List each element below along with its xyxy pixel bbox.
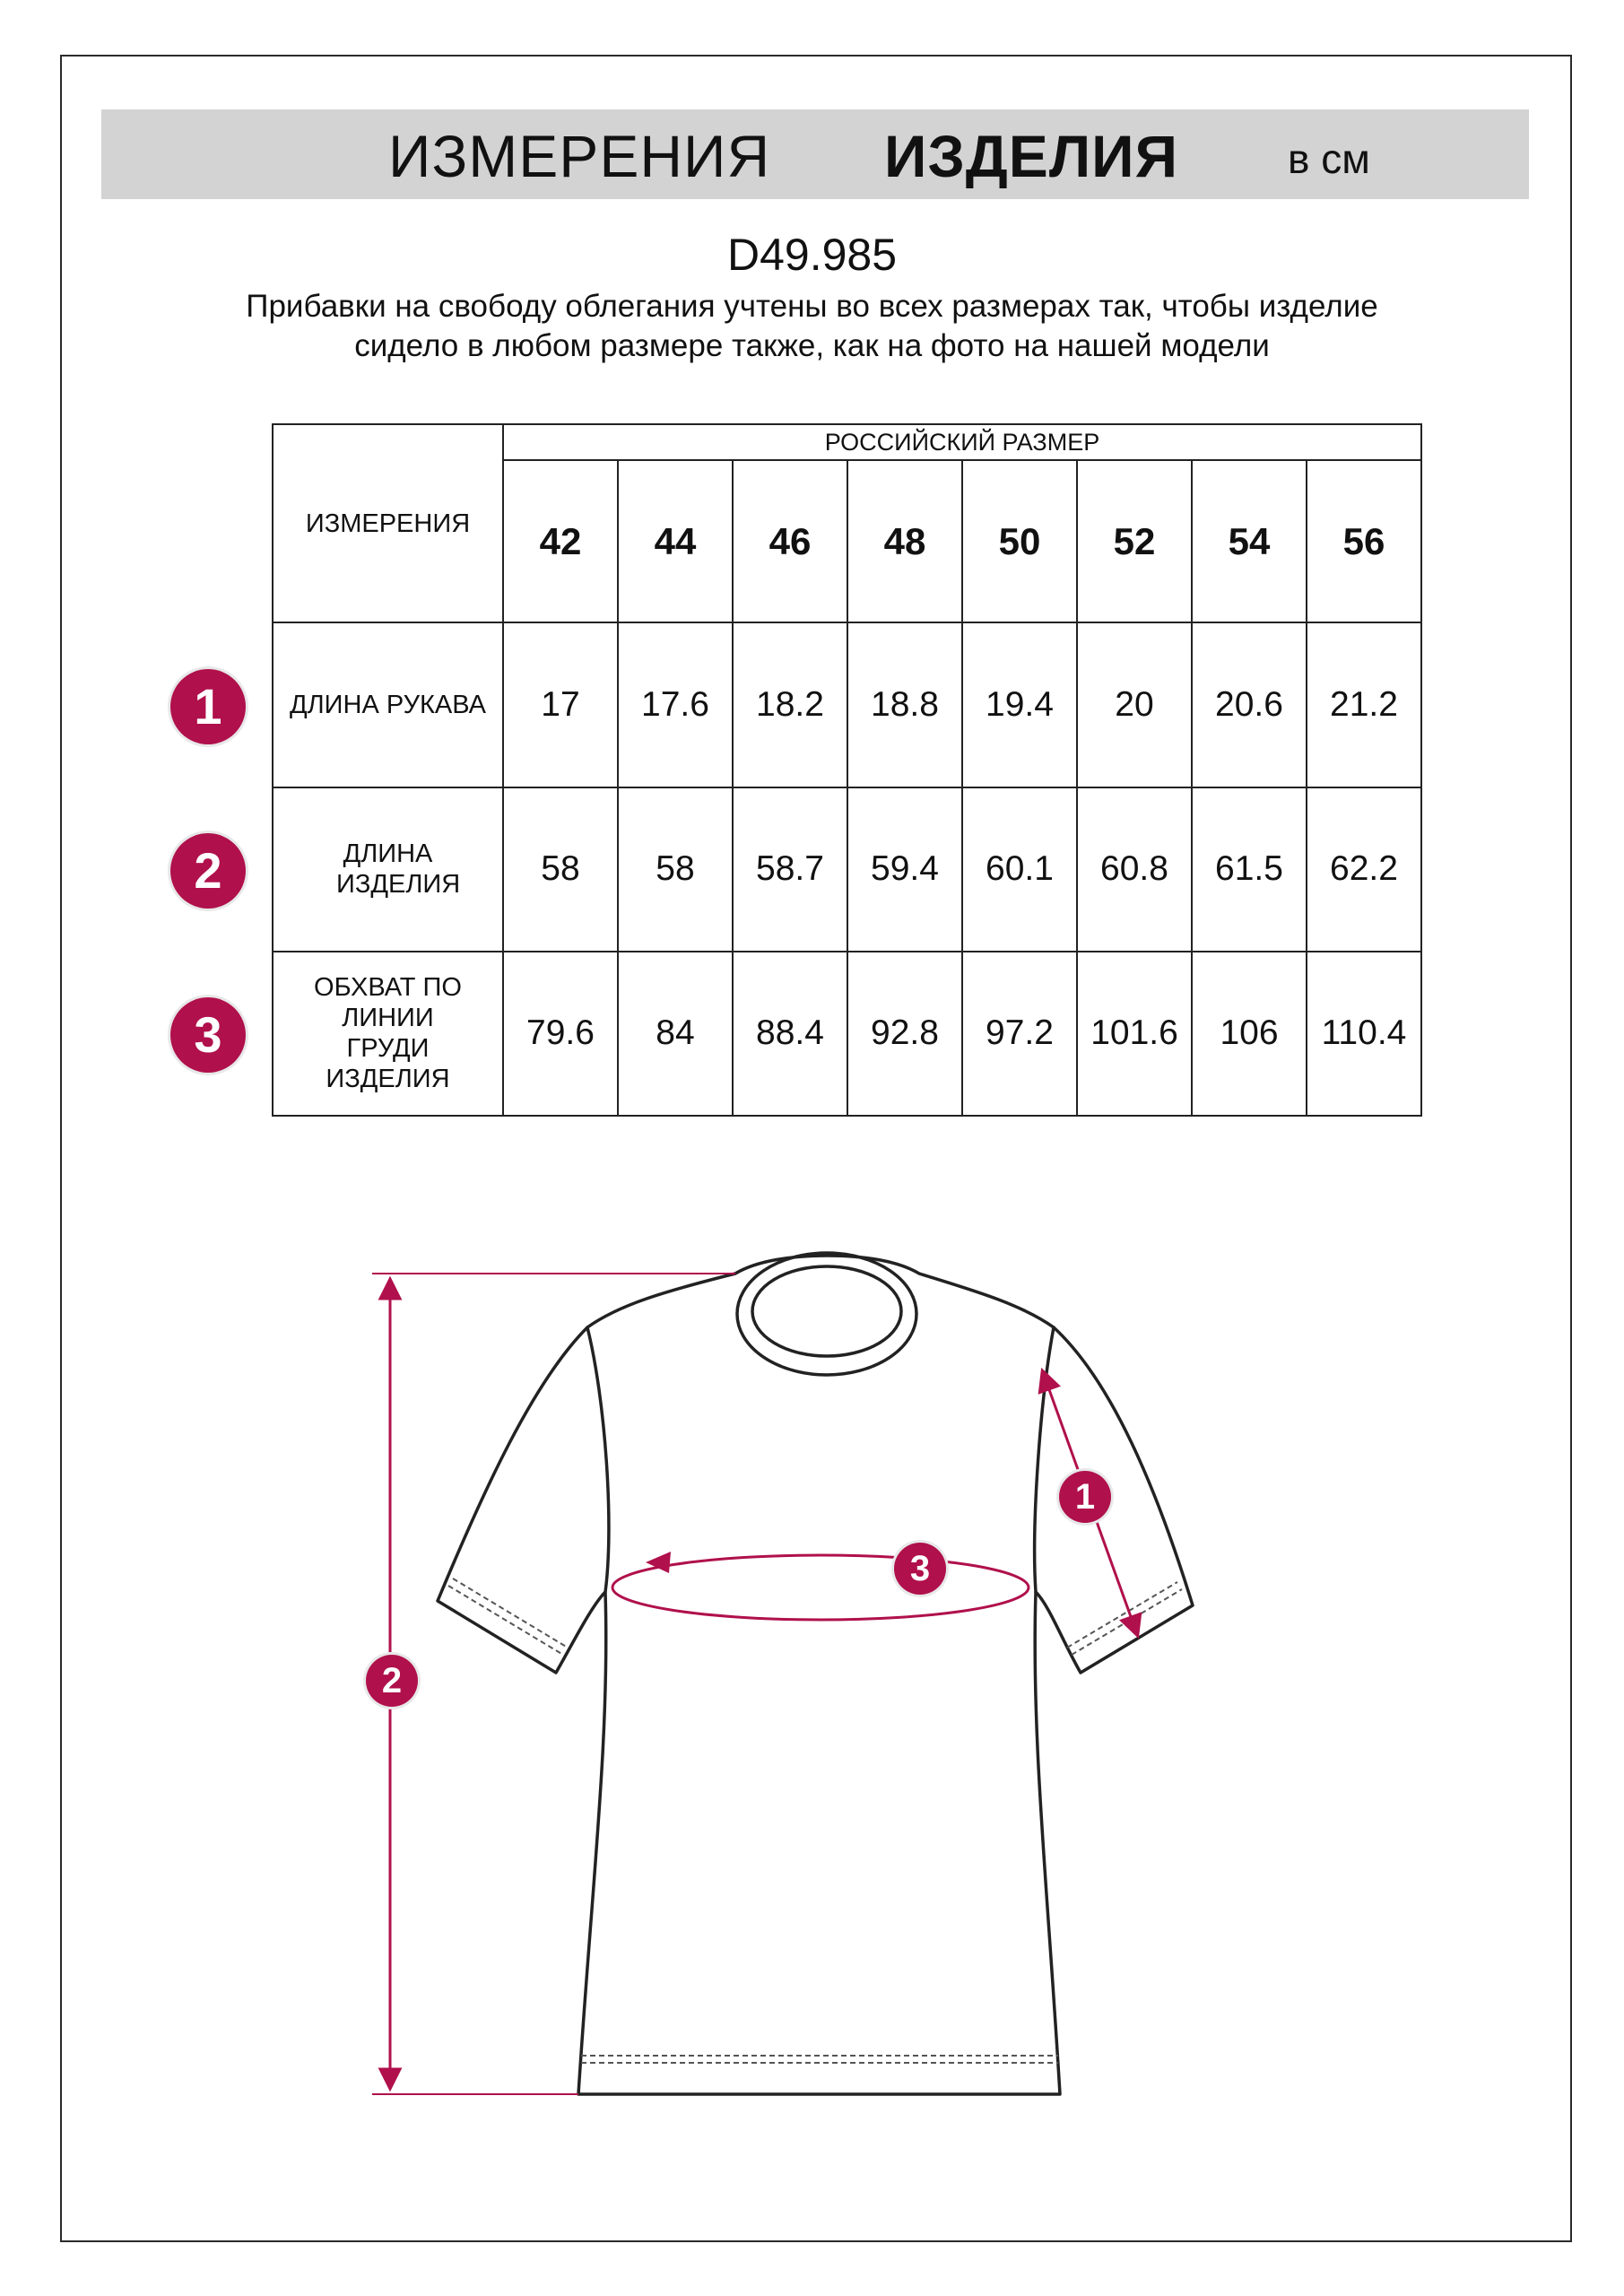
left-armhole-seam xyxy=(587,1327,609,1592)
diagram-badge-3: 3 xyxy=(894,1543,946,1595)
table-cell: 60.1 xyxy=(962,787,1077,952)
table-cell: 58.7 xyxy=(733,787,847,952)
corner-label: ИЗМЕРЕНИЯ xyxy=(273,424,503,622)
diagram-badge-1: 1 xyxy=(1059,1471,1111,1523)
title-garment: ИЗДЕЛИЯ xyxy=(884,123,1179,189)
table-cell: 19.4 xyxy=(962,622,1077,787)
title-measurements: ИЗМЕРЕНИЯ xyxy=(388,123,771,189)
product-code: D49.985 xyxy=(726,230,898,280)
table-cell: 62.2 xyxy=(1307,787,1421,952)
table-cell: 97.2 xyxy=(962,952,1077,1116)
size-header: 44 xyxy=(618,460,733,622)
table-cell: 17.6 xyxy=(618,622,733,787)
size-header: 52 xyxy=(1077,460,1192,622)
left-cuff-stitch xyxy=(448,1586,563,1655)
table-cell: 20 xyxy=(1077,622,1192,787)
table-cell: 101.6 xyxy=(1077,952,1192,1116)
neckline-inner xyxy=(752,1266,901,1356)
table-cell: 20.6 xyxy=(1192,622,1307,787)
table-cell: 84 xyxy=(618,952,733,1116)
row-label: ДЛИНА ИЗДЕЛИЯ xyxy=(273,787,503,952)
row-badge-1: 1 xyxy=(170,669,246,744)
table-cell: 58 xyxy=(503,787,618,952)
size-header: 46 xyxy=(733,460,847,622)
table-cell: 88.4 xyxy=(733,952,847,1116)
title-units: в см xyxy=(1288,135,1370,182)
table-cell: 79.6 xyxy=(503,952,618,1116)
table-cell: 18.8 xyxy=(847,622,962,787)
chest-girth-ellipse xyxy=(612,1555,1029,1620)
table-cell: 17 xyxy=(503,622,618,787)
table-cell: 61.5 xyxy=(1192,787,1307,952)
row-badge-3: 3 xyxy=(170,997,246,1073)
table-cell: 59.4 xyxy=(847,787,962,952)
table-cell: 21.2 xyxy=(1307,622,1421,787)
tshirt-outline xyxy=(438,1256,1193,2094)
size-header: 48 xyxy=(847,460,962,622)
row-label: ОБХВАТ ПО ЛИНИИ ГРУДИ ИЗДЕЛИЯ xyxy=(273,952,503,1116)
table-cell: 106 xyxy=(1192,952,1307,1116)
left-cuff-stitch xyxy=(453,1578,568,1648)
size-system-label: РОССИЙСКИЙ РАЗМЕР xyxy=(503,424,1421,460)
table-cell: 58 xyxy=(618,787,733,952)
diagram-badge-2: 2 xyxy=(366,1655,418,1707)
size-header: 50 xyxy=(962,460,1077,622)
right-armhole-seam xyxy=(1035,1327,1054,1592)
fit-note: Прибавки на свободу облегания учтены во всех размерах так, чтобы изделие сидело в любом размере также, как на фото на нашей модели xyxy=(246,289,1378,363)
table-cell: 110.4 xyxy=(1307,952,1421,1116)
table-cell: 92.8 xyxy=(847,952,962,1116)
size-header: 42 xyxy=(503,460,618,622)
row-badge-2: 2 xyxy=(170,833,246,909)
row-label: ДЛИНА РУКАВА xyxy=(273,622,503,787)
size-header: 56 xyxy=(1307,460,1421,622)
size-header: 54 xyxy=(1192,460,1307,622)
table-cell: 18.2 xyxy=(733,622,847,787)
table-cell: 60.8 xyxy=(1077,787,1192,952)
